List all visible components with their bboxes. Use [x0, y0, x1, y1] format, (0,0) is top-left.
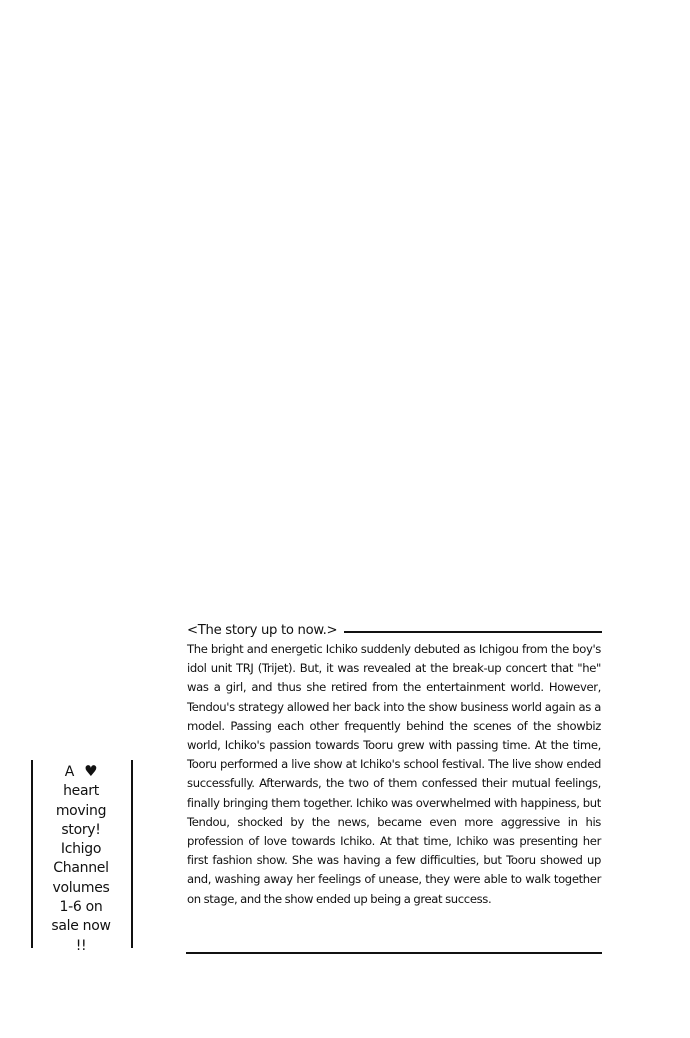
ad-line-5: Ichigo — [60, 841, 102, 858]
ad-text — [37, 762, 125, 956]
ad-line-4: story! — [61, 821, 101, 838]
ad-right-bar — [131, 760, 133, 948]
heading-rule — [344, 631, 602, 633]
heart-icon: ♥ — [84, 762, 98, 780]
story-heading-row — [186, 622, 602, 642]
ad-line-9: sale now — [51, 918, 111, 935]
story-heading: <The story up to now.> — [187, 622, 341, 640]
volume-advertisement — [31, 760, 133, 954]
ad-line-7: volumes — [52, 879, 110, 896]
ad-line-2: heart — [63, 783, 99, 800]
ad-line-6: Channel — [53, 860, 109, 877]
ad-word-a: A — [64, 764, 75, 780]
story-summary-panel — [186, 620, 602, 956]
ad-line-8: 1-6 on — [59, 899, 103, 916]
ad-left-bar — [31, 760, 33, 948]
ad-line-1 — [37, 762, 125, 782]
ad-line-10: !! — [75, 937, 87, 954]
story-body-text: The bright and energetic Ichiko suddenly debuted as Ichigou from the boy's idol unit TRJ (Trijet). But, it was revealed at the break-up concert that "he" was a girl, and thus she retired from the entertainment world. However, Tendou's strategy allowed her back into the show business world again as a model. Passing each other frequently behind the scenes of the showbiz world, Ichiko's passion towards Tooru grew with passing time. At the time, Tooru performed a live show at Ichiko's school festival. The live show ended successfully. Afterwards, the two of them confessed their mutual feelings, finally bringing them together. Ichiko was overwhelmed with happiness, but Tendou, shocked by the news, became even more aggressive in his profession of love towards Ichiko. At that time, Ichiko was presenting her first fashion show. She was having a few difficulties, but Tooru showed up and, washing away her feelings of unease, they were able to walk together on stage, and the show ended up being a great success. — [187, 642, 601, 906]
story-bottom-rule — [186, 952, 602, 954]
ad-line-3: moving — [55, 802, 107, 819]
